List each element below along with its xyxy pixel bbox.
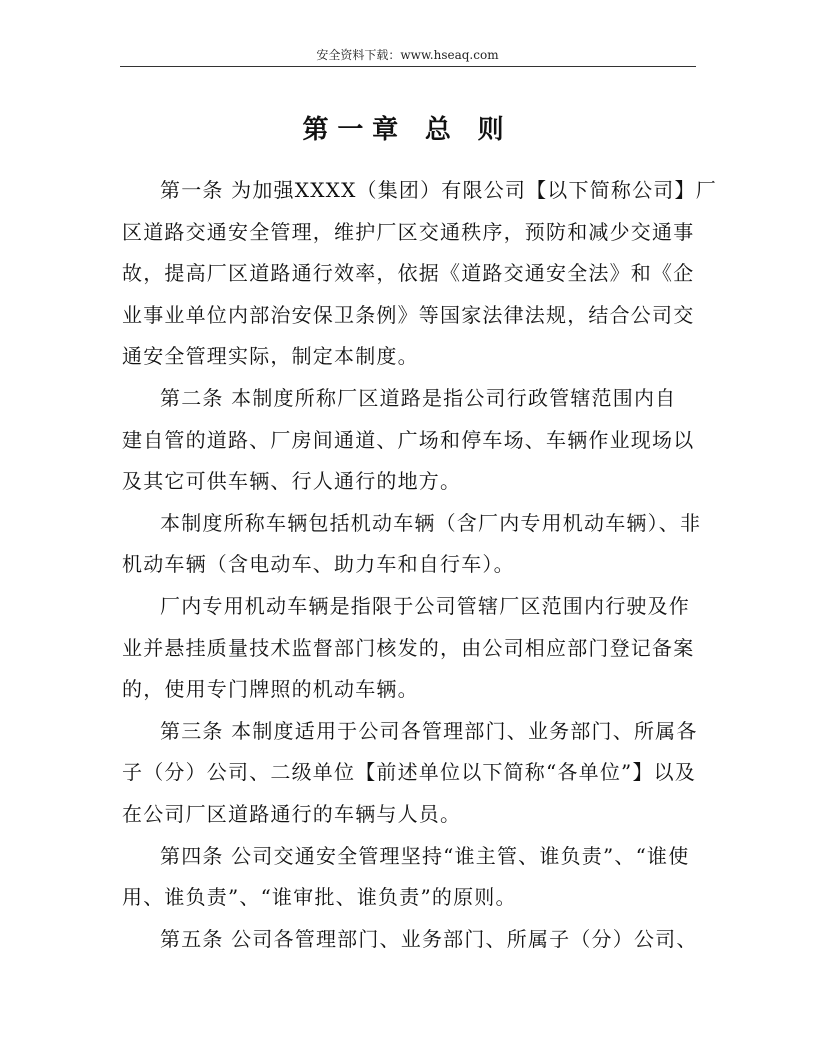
paragraph-article-3: [122, 711, 697, 836]
text-line: 区道路交通安全管理，维护厂区交通秩序，预防和减少交通事: [122, 219, 695, 244]
chapter-title: 第一章 总 则: [302, 115, 513, 145]
document-body: [122, 170, 717, 960]
paragraph-article-4: [122, 836, 697, 919]
text-line: 厂内专用机动车辆是指限于公司管辖厂区范围内行驶及作: [160, 593, 690, 618]
text-line: 第二条 本制度所称厂区道路是指公司行政管辖范围内自: [160, 385, 677, 410]
text-line: 机动车辆（含电动车、助力车和自行车）。: [122, 552, 515, 577]
text-line: 建自管的道路、厂房间通道、广场和停车场、车辆作业现场以: [122, 427, 695, 452]
text-line: 第四条 公司交通安全管理坚持“谁主管、谁负责”、“谁使: [160, 843, 690, 868]
text-line: 第三条 本制度适用于公司各管理部门、业务部门、所属各: [160, 718, 698, 743]
text-line: 业并悬挂质量技术监督部门核发的，由公司相应部门登记备案: [122, 635, 695, 660]
text-line: 通安全管理实际，制定本制度。: [122, 344, 419, 369]
page-header: 安全资料下载：www.hseaq.com: [316, 48, 499, 62]
paragraph-article-2: [122, 378, 697, 503]
text-line: 在公司厂区道路通行的车辆与人员。: [122, 801, 462, 826]
text-line: 子（分）公司、二级单位【前述单位以下简称“各单位”】以及: [122, 760, 697, 785]
text-line: 第五条 公司各管理部门、业务部门、所属子（分）公司、: [160, 926, 698, 951]
text-line: 业事业单位内部治安保卫条例》等国家法律法规，结合公司交: [122, 302, 695, 327]
text-line: 用、谁负责”、“谁审批、谁负责”的原则。: [122, 885, 517, 910]
text-line: 本制度所称车辆包括机动车辆（含厂内专用机动车辆）、非: [160, 510, 702, 535]
text-line: 故，提高厂区道路通行效率，依据《道路交通安全法》和《企: [122, 261, 695, 286]
text-line: 及其它可供车辆、行人通行的地方。: [122, 469, 462, 494]
text-line: 第一条 为加强XXXX（集团）有限公司【以下简称公司】厂: [160, 178, 717, 202]
paragraph-article-1: [122, 170, 717, 378]
paragraph-vehicles: [122, 503, 702, 586]
paragraph-special-vehicles: [122, 586, 697, 711]
paragraph-article-5: [122, 919, 697, 961]
text-line: 的，使用专门牌照的机动车辆。: [122, 677, 419, 702]
header-divider: [120, 66, 696, 67]
